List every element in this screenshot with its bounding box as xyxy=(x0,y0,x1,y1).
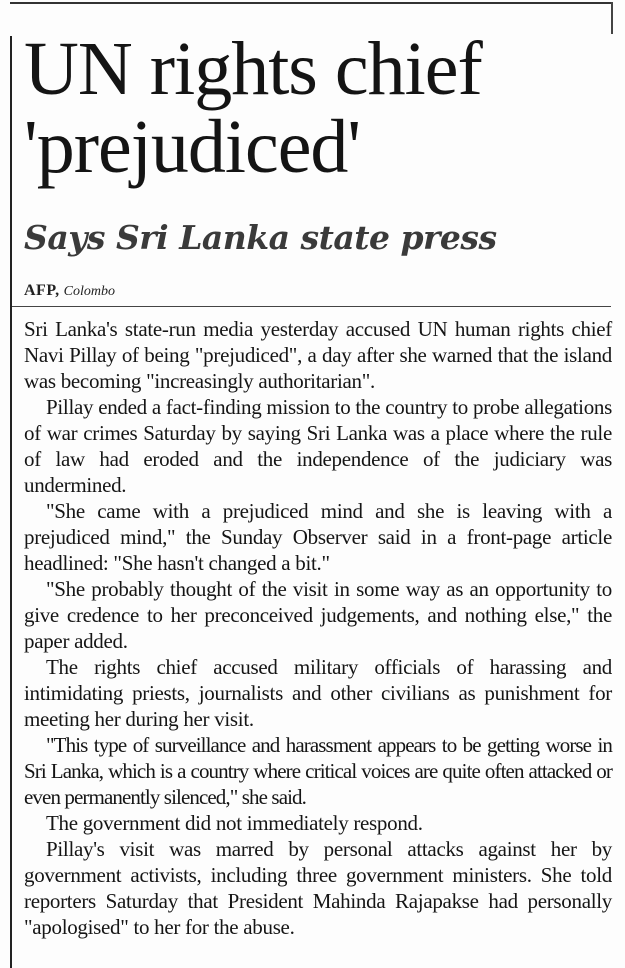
left-column-rule xyxy=(10,36,12,968)
byline-dateline: Colombo xyxy=(63,284,115,299)
byline-agency: AFP, xyxy=(24,282,60,299)
headline: UN rights chief 'prejudiced' xyxy=(24,27,482,189)
byline xyxy=(24,281,115,302)
article-body xyxy=(24,316,612,940)
subheadline: Says Sri Lanka state press xyxy=(24,218,497,257)
article-paragraph: "This type of surveillance and harassment appears to be getting worse in Sri Lanka, which is a country where critical voices are quite often attacked or even permanently silenced," she said. xyxy=(24,733,612,809)
article-paragraph: "She came with a prejudiced mind and she is leaving with a prejudiced mind," the Sunday Observer said in a front-page article headlined: "She hasn't changed a bit." xyxy=(24,499,612,575)
article-paragraph: The government did not immediately respond. xyxy=(46,811,423,835)
article-paragraph: "She probably thought of the visit in some way as an opportunity to give credence to her preconceived judgements, and nothing else," the paper added. xyxy=(24,577,612,653)
byline-divider xyxy=(12,306,611,307)
top-column-rule xyxy=(10,2,613,4)
article-paragraph: Pillay ended a fact-finding mission to the country to probe allegations of war crimes Saturday by saying Sri Lanka was a place where the rule of law had eroded and the independence of the judiciary was undermined. xyxy=(24,395,612,497)
article-paragraph: Sri Lanka's state-run media yesterday accused UN human rights chief Navi Pillay of being "prejudiced", a day after she warned that the island was becoming "increasingly authoritarian". xyxy=(24,317,612,393)
article-paragraph: Pillay's visit was marred by personal attacks against her by government activists, including three government ministers. She told reporters Saturday that President Mahinda Rajapakse had personally "apologised" to her for the abuse. xyxy=(24,837,612,939)
article-paragraph: The rights chief accused military officials of harassing and intimidating priests, journalists and other civilians as punishment for meeting her during her visit. xyxy=(24,655,612,731)
